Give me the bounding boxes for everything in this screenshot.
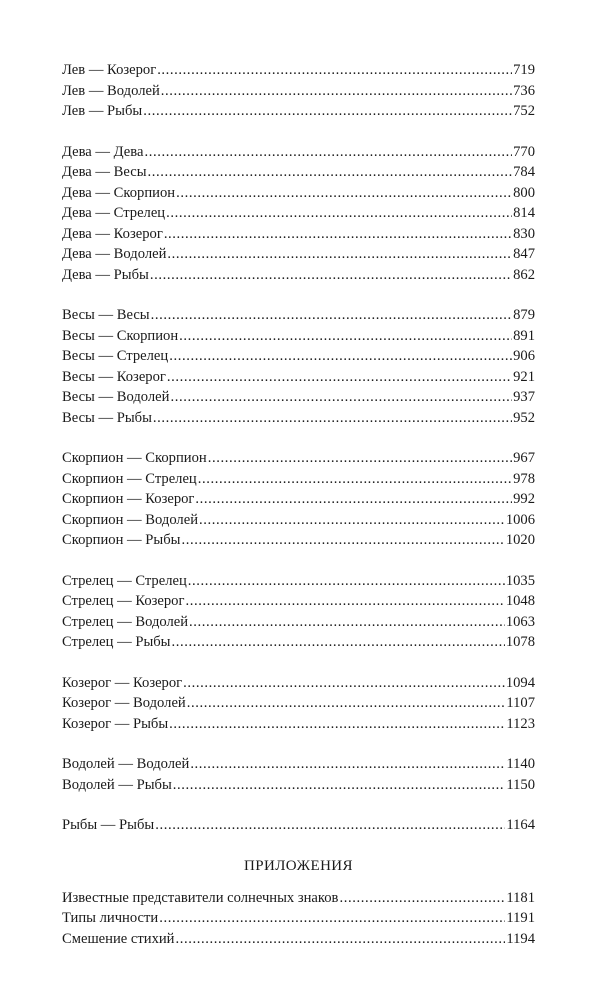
- dot-leader: [143, 101, 512, 122]
- toc-entry: [62, 571, 535, 592]
- dot-leader: [167, 367, 512, 388]
- toc-entry: [62, 81, 535, 102]
- toc-entry-page-number: 1078: [505, 634, 535, 650]
- toc-entry-title: Стрелец — Стрелец: [62, 572, 187, 589]
- dot-leader: [151, 305, 513, 326]
- toc-entry-title: Стрелец — Водолей: [62, 613, 189, 630]
- toc-group: [62, 754, 535, 795]
- toc-entry: [62, 612, 535, 633]
- toc-entry-page-number: 770: [513, 143, 535, 160]
- toc-entry: [62, 754, 535, 775]
- dot-leader: [208, 448, 512, 469]
- toc-entry-page-number: 921: [513, 368, 535, 385]
- dot-leader: [185, 591, 504, 612]
- toc-entry: [62, 775, 535, 796]
- toc-entry-title: Скорпион — Скорпион: [62, 450, 207, 466]
- dot-leader: [159, 908, 505, 929]
- toc-entry: [62, 510, 535, 531]
- toc-entry-title: Лев — Водолей: [62, 82, 160, 99]
- dot-leader: [148, 162, 513, 183]
- toc-entry-title: Весы — Водолей: [62, 389, 170, 405]
- toc-entry-title: Весы — Козерог: [62, 368, 166, 385]
- toc-entry: [62, 101, 535, 122]
- dot-leader: [169, 346, 512, 367]
- toc-entry-page-number: 814: [513, 205, 535, 221]
- toc-entry-page-number: 847: [513, 246, 535, 262]
- toc-entry-page-number: 1123: [506, 715, 535, 732]
- dot-leader: [198, 469, 512, 490]
- toc-entry-page-number: 1006: [505, 511, 535, 528]
- toc-entry-page-number: 1150: [506, 776, 535, 793]
- toc-entry: [62, 203, 535, 224]
- toc-entry-title: Скорпион — Козерог: [62, 491, 195, 507]
- toc-entry-title: Дева — Козерог: [62, 225, 163, 242]
- toc-group: [62, 142, 535, 286]
- dot-leader: [166, 203, 512, 224]
- toc-entry-page-number: 906: [513, 348, 535, 364]
- toc-group: [62, 571, 535, 653]
- toc-entry-page-number: 736: [513, 82, 535, 99]
- dot-leader: [169, 714, 505, 735]
- toc-entry-page-number: 1107: [506, 695, 535, 711]
- toc-entry-page-number: 830: [513, 225, 535, 242]
- toc-entry-title: Скорпион — Стрелец: [62, 470, 197, 487]
- toc-entry-title: Дева — Весы: [62, 164, 147, 180]
- appendix-entries: [62, 888, 535, 950]
- toc-entry-page-number: 784: [513, 164, 535, 180]
- toc-group: [62, 673, 535, 735]
- toc-entry-title: Весы — Скорпион: [62, 327, 179, 344]
- toc-group: [62, 448, 535, 551]
- toc-entry: [62, 673, 535, 694]
- toc-entry-page-number: 992: [513, 491, 535, 507]
- dot-leader: [176, 183, 512, 204]
- dot-leader: [183, 673, 505, 694]
- toc-entry: [62, 469, 535, 490]
- toc-entry-title: Дева — Дева: [62, 143, 144, 160]
- dot-leader: [176, 929, 506, 950]
- toc-entry: [62, 888, 535, 909]
- toc-entry-title: Водолей — Водолей: [62, 756, 190, 772]
- toc-entry-title: Дева — Водолей: [62, 246, 167, 262]
- toc-entry: [62, 448, 535, 469]
- table-of-contents: [62, 60, 535, 949]
- toc-entry-title: Весы — Стрелец: [62, 348, 169, 364]
- toc-entry-page-number: 1063: [505, 613, 535, 630]
- toc-entry: [62, 387, 535, 408]
- dot-leader: [188, 571, 505, 592]
- toc-entry: [62, 908, 535, 929]
- toc-entry-title: Водолей — Рыбы: [62, 776, 172, 793]
- toc-entry-title: Козерог — Рыбы: [62, 715, 169, 732]
- toc-entry-page-number: 1140: [506, 756, 535, 772]
- toc-entry-title: Стрелец — Козерог: [62, 593, 185, 609]
- toc-entry: [62, 60, 535, 81]
- toc-entry: [62, 224, 535, 245]
- toc-entry-page-number: 719: [513, 62, 535, 78]
- toc-entry: [62, 632, 535, 653]
- toc-entry-title: Дева — Скорпион: [62, 184, 176, 201]
- toc-entry: [62, 530, 535, 551]
- toc-entry: [62, 815, 535, 836]
- toc-entry-page-number: 978: [513, 470, 535, 487]
- toc-entry-title: Дева — Стрелец: [62, 205, 166, 221]
- toc-entry-page-number: 1181: [506, 889, 535, 906]
- toc-group: [62, 305, 535, 428]
- toc-entry-title: Типы личности: [62, 910, 159, 926]
- toc-entry-page-number: 937: [513, 389, 535, 405]
- dot-leader: [187, 693, 506, 714]
- dot-leader: [155, 815, 505, 836]
- dot-leader: [164, 224, 512, 245]
- dot-leader: [150, 265, 512, 286]
- dot-leader: [339, 888, 505, 909]
- dot-leader: [153, 408, 512, 429]
- toc-entry: [62, 714, 535, 735]
- toc-entry: [62, 244, 535, 265]
- toc-entry-page-number: 1194: [506, 930, 535, 947]
- toc-entry-page-number: 1048: [505, 593, 535, 609]
- dot-leader: [170, 387, 512, 408]
- toc-entry: [62, 305, 535, 326]
- toc-entry-title: Рыбы — Рыбы: [62, 817, 155, 833]
- toc-entry-page-number: 800: [513, 184, 535, 201]
- toc-entry: [62, 591, 535, 612]
- dot-leader: [199, 510, 505, 531]
- toc-entry-page-number: 967: [513, 450, 535, 466]
- toc-group: [62, 815, 535, 836]
- toc-sections: [62, 60, 535, 836]
- toc-entry-title: Весы — Весы: [62, 307, 150, 323]
- dot-leader: [161, 81, 512, 102]
- dot-leader: [144, 142, 512, 163]
- dot-leader: [190, 754, 505, 775]
- toc-entry-page-number: 1094: [505, 674, 535, 691]
- toc-entry: [62, 265, 535, 286]
- toc-entry-page-number: 1164: [506, 817, 535, 833]
- toc-entry: [62, 367, 535, 388]
- toc-entry-title: Козерог — Водолей: [62, 695, 186, 711]
- dot-leader: [167, 244, 512, 265]
- toc-entry-title: Стрелец — Рыбы: [62, 634, 171, 650]
- toc-entry: [62, 326, 535, 347]
- toc-entry-title: Козерог — Козерог: [62, 674, 183, 691]
- toc-entry: [62, 929, 535, 950]
- toc-entry-page-number: 862: [513, 266, 535, 283]
- toc-entry-page-number: 1035: [505, 572, 535, 589]
- dot-leader: [173, 775, 506, 796]
- toc-entry-title: Весы — Рыбы: [62, 409, 152, 426]
- toc-entry-title: Лев — Рыбы: [62, 103, 143, 119]
- toc-entry: [62, 408, 535, 429]
- toc-entry-title: Скорпион — Водолей: [62, 511, 199, 528]
- toc-entry: [62, 183, 535, 204]
- toc-entry-page-number: 1191: [506, 910, 535, 926]
- toc-entry-page-number: 891: [513, 327, 535, 344]
- toc-entry: [62, 489, 535, 510]
- dot-leader: [179, 326, 512, 347]
- toc-entry-title: Смешение стихий: [62, 930, 175, 947]
- dot-leader: [157, 60, 512, 81]
- toc-entry-title: Лев — Козерог: [62, 62, 157, 78]
- toc-entry-page-number: 879: [513, 307, 535, 323]
- toc-entry-title: Скорпион — Рыбы: [62, 532, 181, 548]
- dot-leader: [189, 612, 505, 633]
- dot-leader: [195, 489, 512, 510]
- appendix-heading: ПРИЛОЖЕНИЯ: [244, 857, 353, 874]
- toc-group: [62, 60, 535, 122]
- toc-entry-page-number: 952: [513, 409, 535, 426]
- toc-entry-title: Дева — Рыбы: [62, 266, 149, 283]
- toc-entry-page-number: 752: [513, 103, 535, 119]
- toc-entry: [62, 162, 535, 183]
- toc-entry: [62, 693, 535, 714]
- toc-entry: [62, 142, 535, 163]
- toc-entry: [62, 346, 535, 367]
- dot-leader: [171, 632, 504, 653]
- toc-entry-title: Известные представители солнечных знаков: [62, 889, 339, 906]
- toc-entry-page-number: 1020: [505, 532, 535, 548]
- dot-leader: [181, 530, 504, 551]
